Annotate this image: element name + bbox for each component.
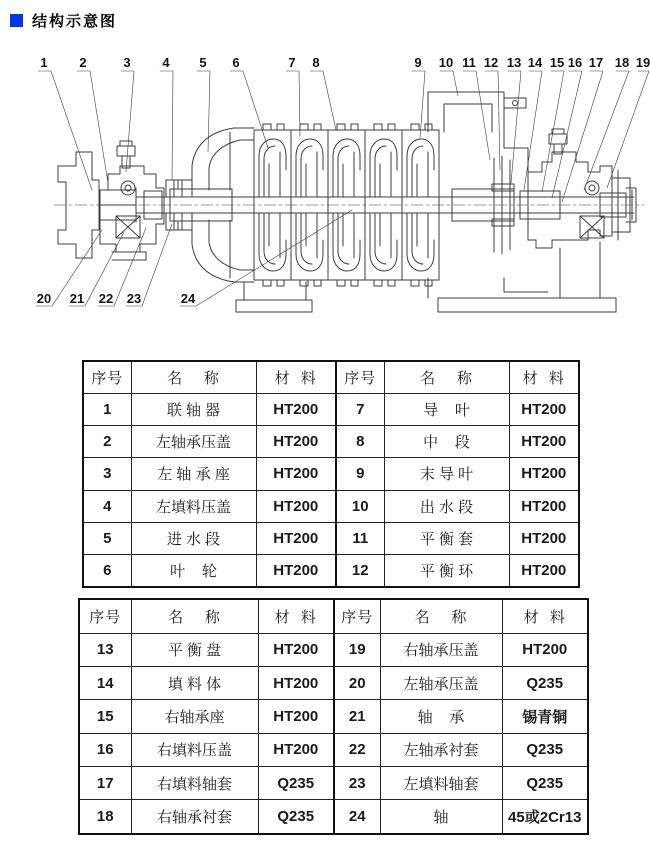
table-cell: HT200	[509, 426, 579, 458]
callout-label: 16	[567, 55, 583, 70]
table-cell: 进 水 段	[131, 522, 256, 554]
table-header-cell: 序号	[79, 599, 131, 633]
table-cell: Q235	[258, 800, 334, 834]
table-cell: 填 料 体	[131, 666, 258, 699]
table-cell: 20	[334, 666, 380, 699]
table-row	[83, 522, 579, 554]
callout-label: 24	[180, 291, 196, 306]
table-cell: HT200	[256, 490, 336, 522]
table-cell: 13	[79, 633, 131, 666]
callout-label: 21	[69, 291, 85, 306]
table-row	[79, 633, 588, 666]
table-cell: 8	[336, 426, 384, 458]
callout-labels-top	[40, 55, 650, 70]
callout-label: 3	[123, 55, 131, 70]
callout-label: 22	[98, 291, 114, 306]
callout-label: 10	[438, 55, 454, 70]
table-row	[83, 394, 579, 426]
table-header-row	[83, 361, 579, 394]
table-cell: Q235	[502, 733, 588, 766]
table-cell: 左轴承压盖	[380, 666, 502, 699]
inlet-section-shape	[178, 128, 312, 312]
section-title	[10, 10, 117, 31]
table-cell: HT200	[509, 554, 579, 587]
table-header-cell: 序号	[336, 361, 384, 394]
table-cell: 16	[79, 733, 131, 766]
parts-table-1-body	[83, 361, 579, 587]
table-cell: 左轴承衬套	[380, 733, 502, 766]
parts-table-2-body	[79, 599, 588, 834]
table-cell: 14	[79, 666, 131, 699]
table-header-cell: 序号	[334, 599, 380, 633]
table-cell: 11	[336, 522, 384, 554]
section-title-text: 结构示意图	[32, 13, 118, 30]
table-cell: 平 衡 环	[384, 554, 509, 587]
shaft-shape	[54, 188, 644, 222]
callout-label: 5	[199, 55, 207, 70]
table-cell: HT200	[509, 522, 579, 554]
table-cell: 21	[334, 700, 380, 733]
table-cell: 平 衡 盘	[131, 633, 258, 666]
table-cell: 平 衡 套	[384, 522, 509, 554]
table-header-cell: 名 称	[380, 599, 502, 633]
table-cell: HT200	[258, 700, 334, 733]
table-cell: 22	[334, 733, 380, 766]
table-cell: 末 导 叶	[384, 458, 509, 490]
table-row	[83, 458, 579, 490]
table-cell: 4	[83, 490, 131, 522]
table-cell: 右轴承压盖	[380, 633, 502, 666]
callout-label: 7	[288, 55, 296, 70]
table-cell: 右填料压盖	[131, 733, 258, 766]
callout-label: 15	[549, 55, 565, 70]
table-header-cell: 材 料	[258, 599, 334, 633]
table-cell: 轴	[380, 800, 502, 834]
table-cell: 叶 轮	[131, 554, 256, 587]
callout-label: 12	[483, 55, 499, 70]
table-cell: 7	[336, 394, 384, 426]
table-cell: 17	[79, 767, 131, 800]
callout-label: 1	[40, 55, 48, 70]
table-cell: Q235	[502, 767, 588, 800]
table-row	[79, 733, 588, 766]
table-cell: HT200	[256, 426, 336, 458]
table-cell: 轴 承	[380, 700, 502, 733]
table-header-row	[79, 599, 588, 633]
callout-label: 2	[79, 55, 87, 70]
table-cell: 左 轴 承 座	[131, 458, 256, 490]
table-row	[83, 426, 579, 458]
table-cell: 9	[336, 458, 384, 490]
table-cell: HT200	[258, 633, 334, 666]
table-cell: HT200	[509, 490, 579, 522]
table-row	[83, 490, 579, 522]
table-cell: HT200	[509, 458, 579, 490]
table-header-cell: 材 料	[502, 599, 588, 633]
table-cell: 12	[336, 554, 384, 587]
table-cell: 3	[83, 458, 131, 490]
table-row	[79, 767, 588, 800]
table-header-cell: 名 称	[384, 361, 509, 394]
table-header-cell: 名 称	[131, 599, 258, 633]
callout-label: 17	[588, 55, 604, 70]
table-cell: 5	[83, 522, 131, 554]
callout-label: 19	[635, 55, 650, 70]
table-cell: 中 段	[384, 426, 509, 458]
table-row	[79, 700, 588, 733]
left-bearing-housing-shape	[100, 141, 164, 260]
table-cell: 出 水 段	[384, 490, 509, 522]
table-cell: 锡青铜	[502, 700, 588, 733]
callout-label: 9	[414, 55, 422, 70]
table-cell: 23	[334, 767, 380, 800]
table-cell: 联 轴 器	[131, 394, 256, 426]
callout-label: 8	[312, 55, 320, 70]
table-cell: 19	[334, 633, 380, 666]
callout-label: 11	[462, 55, 476, 70]
parts-table-1	[82, 360, 580, 588]
table-cell: 2	[83, 426, 131, 458]
table-cell: HT200	[256, 394, 336, 426]
table-cell: 右轴承座	[131, 700, 258, 733]
table-row	[79, 666, 588, 699]
callout-label: 18	[614, 55, 630, 70]
table-cell: 左填料轴套	[380, 767, 502, 800]
table-header-cell: 材 料	[256, 361, 336, 394]
table-cell: Q235	[502, 666, 588, 699]
table-cell: 右填料轴套	[131, 767, 258, 800]
table-cell: HT200	[258, 666, 334, 699]
callout-label: 4	[162, 55, 170, 70]
callout-label: 6	[232, 55, 240, 70]
table-row	[79, 800, 588, 834]
table-cell: 45或2Cr13	[502, 800, 588, 834]
table-cell: 24	[334, 800, 380, 834]
table-cell: 6	[83, 554, 131, 587]
parts-table-2	[78, 598, 589, 835]
table-cell: 导 叶	[384, 394, 509, 426]
table-cell: HT200	[509, 394, 579, 426]
table-cell: 左轴承压盖	[131, 426, 256, 458]
table-cell: HT200	[256, 458, 336, 490]
table-header-cell: 材 料	[509, 361, 579, 394]
table-header-cell: 名 称	[131, 361, 256, 394]
callout-label: 13	[506, 55, 522, 70]
pump-cross-section-svg	[0, 40, 650, 315]
blue-square-bullet-icon	[10, 14, 23, 27]
discharge-section-shape	[428, 92, 616, 312]
table-cell: 左填料压盖	[131, 490, 256, 522]
table-cell: 18	[79, 800, 131, 834]
table-cell: 右轴承衬套	[131, 800, 258, 834]
table-cell: 1	[83, 394, 131, 426]
table-cell: HT200	[258, 733, 334, 766]
table-row	[83, 554, 579, 587]
callout-label: 23	[126, 291, 142, 306]
table-cell: 10	[336, 490, 384, 522]
callout-label: 14	[527, 55, 543, 70]
pump-diagram	[0, 40, 650, 315]
callout-label: 20	[36, 291, 52, 306]
table-header-cell: 序号	[83, 361, 131, 394]
table-cell: HT200	[502, 633, 588, 666]
table-cell: HT200	[256, 554, 336, 587]
table-cell: Q235	[258, 767, 334, 800]
table-cell: HT200	[256, 522, 336, 554]
table-cell: 15	[79, 700, 131, 733]
